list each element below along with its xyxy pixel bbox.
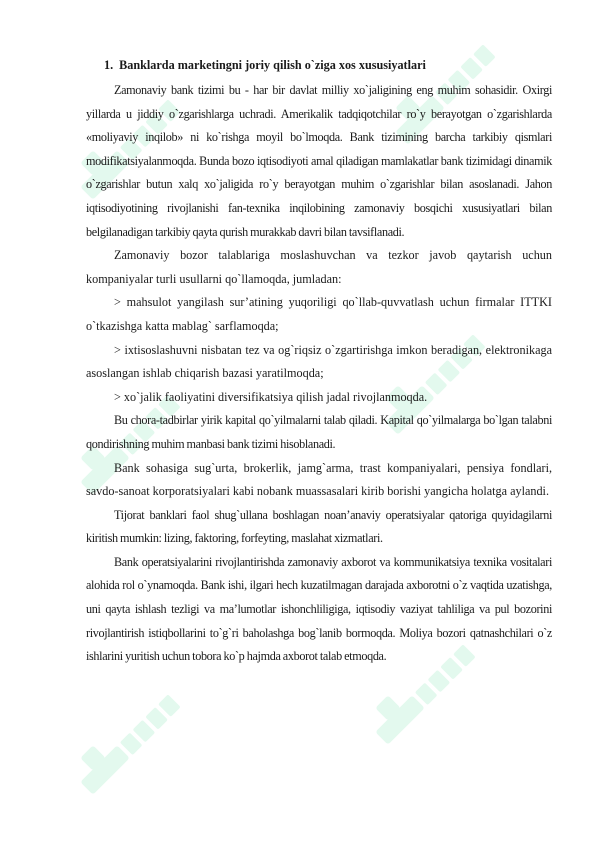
paragraph: Bank sohasiga sug`urta, brokerlik, jamg`arma, trast kompaniyalari, pensiya fondlari, savdo-sanoat korporatsiyalari kabi nobank muassasalari kirib borishi yangicha holatga aylandi.: [86, 460, 552, 499]
document-body: [86, 57, 552, 669]
list-item: > mahsulot yangilash sur’atining yuqoriligi qo`llab-quvvatlash uchun firmalar ITTKI o`tkazishga katta mablag` sarflamoqda;: [86, 295, 552, 333]
watermark-logo: [68, 682, 180, 794]
paragraph: Zamonaviy bozor talablariga moslashuvchan va tezkor javob qaytarish uchun kompaniyalar turli usullarni qo`llamoqda, jumladan:: [86, 248, 552, 286]
list-item: > xo`jalik faoliyatini diversifikatsiya qilish jadal rivojlanmoqda.: [114, 389, 428, 404]
section-number: 1.: [104, 58, 114, 72]
paragraph: Bu chora-tadbirlar yirik kapital qo`yilmalarni talab qiladi. Kapital qo`yilmalarga bo`lgan talabni qondirishning muhim manbasi bank tizimi hisoblanadi.: [86, 413, 552, 451]
paragraph: Zamonaviy bank tizimi bu - har bir davlat milliy xo`jaligining eng muhim sohasidir. Oxirgi yillarda u jiddiy o`zgarishlarga uchradi. Amerikalik tadqiqotchilar ro`y berayotgan o`zgarishlarda «moliyaviy inqilob» ni ko`rishga moyil bo`lmoqda. Bank tizimining barcha tarkibiy qismlari modifikatsiyalanmoqda. Bunda bozo iqtisodiyoti amal qiladigan mamlakatlar bank tizimidagi dinamik o`zgarishlar butun xalq xo`jaligida ro`y berayotgan muhim o`zgarishlar bilan asoslanadi. Jahon iqtisodiyotining rivojlanishi fan-texnika inqilobining zamonaviy bosqichi xususiyatlari bilan belgilanadigan tarkibiy qayta qurish murakkab davri bilan tavsiflanadi.: [86, 83, 552, 239]
section-heading: [104, 57, 552, 73]
list-item: > ixtisoslashuvni nisbatan tez va og`riqsiz o`zgartirishga imkon beradigan, elektronikaga asoslangan ishlab chiqarish bazasi yaratilmoqda;: [86, 342, 552, 381]
paragraph: Bank operatsiyalarini rivojlantirishda zamonaviy axborot va kommunikatsiya texnika vositalari alohida rol o`ynamoqda. Bank ishi, ilgari hech kuzatilmagan darajada axborotni o`z vaqtida uzatishga, uni qayta ishlash tezligi va ma’lumotlar ishonchliligiga, iqtisodiy vaziyat tahliliga va pul bozorini rivojlantirish istiqbollarini to`g`ri baholashga bog`lanib bormoqda. Moliya bozori qatnashchilari o`z ishlarini yuritish uchun tobora ko`p hajmda axborot talab etmoqda.: [86, 554, 552, 664]
section-title: Banklarda marketingni joriy qilish o`ziga xos xususiyatlari: [119, 58, 426, 72]
paragraph: Tijorat banklari faol shug`ullana boshlagan noan’anaviy operatsiyalar qatoriga quyidagilarni kiritish mumkin: lizing, faktoring, forfeyting, maslahat xizmatlari.: [86, 507, 552, 546]
